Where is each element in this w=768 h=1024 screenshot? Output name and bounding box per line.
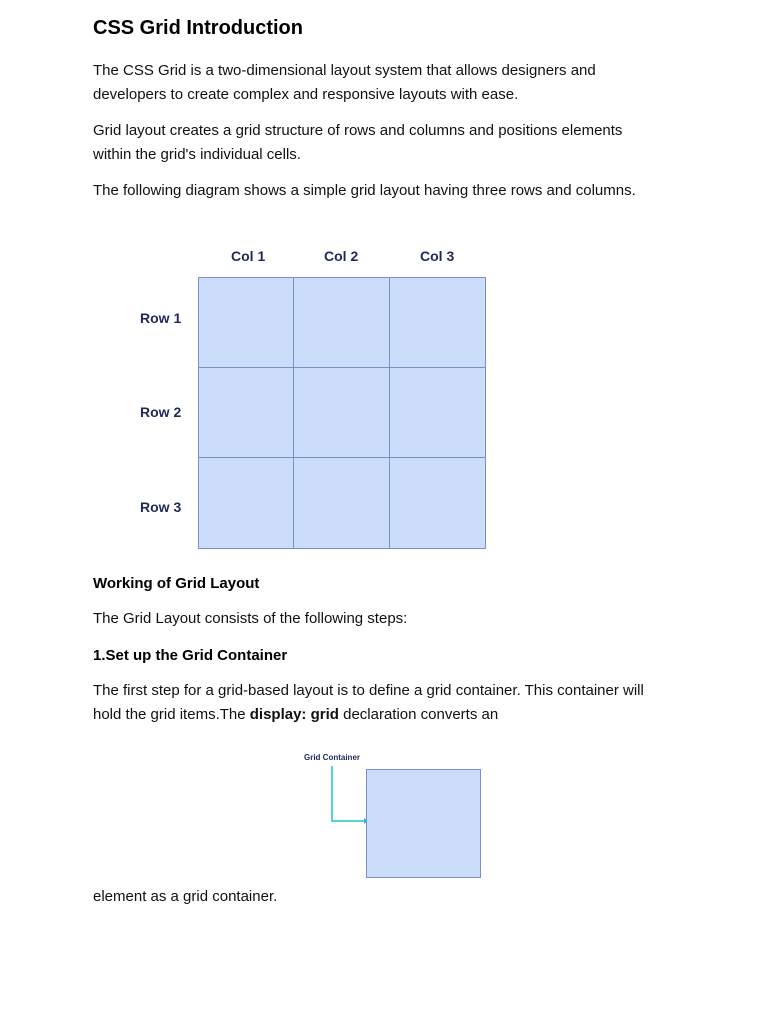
grid-cell-r3-c3 [390, 458, 485, 548]
grid-cell-r1-c2 [294, 278, 389, 368]
grid-cell-r3-c1 [199, 458, 294, 548]
display-grid-code: display: grid [249, 706, 339, 723]
row-label-1: Row 1 [140, 310, 182, 326]
grid-container-box [366, 769, 481, 878]
intro-paragraph-1: The CSS Grid is a two-dimensional layout system that allows designers and developers to create complex and responsive layouts with ease. [93, 62, 596, 103]
col-label-2: Col 2 [324, 248, 359, 264]
step1-text-a: The first step for a grid-based layout is to define a grid container. This container will hold the grid items.The [93, 682, 644, 723]
col-label-1: Col 1 [231, 248, 266, 264]
intro-paragraph-3: The following diagram shows a simple grid layout having three rows and columns. [93, 182, 636, 199]
working-heading: Working of Grid Layout [93, 575, 260, 592]
grid-cell-r2-c1 [199, 368, 294, 458]
grid-cell-r2-c2 [294, 368, 389, 458]
steps-intro: The Grid Layout consists of the following steps: [93, 610, 408, 627]
col-label-3: Col 3 [420, 248, 455, 264]
row-label-3: Row 3 [140, 499, 182, 515]
grid-cell-r3-c2 [294, 458, 389, 548]
page-title: CSS Grid Introduction [93, 17, 303, 39]
grid-cell-r1-c3 [390, 278, 485, 368]
step1-text-b: declaration converts an [338, 706, 499, 723]
grid-container-label: Grid Container [304, 753, 361, 762]
step1-heading: 1.Set up the Grid Container [93, 647, 288, 664]
grid-cell-r1-c1 [199, 278, 294, 368]
row-label-2: Row 2 [140, 404, 182, 420]
grid-container-arrow [325, 766, 370, 826]
step1-paragraph [93, 679, 663, 727]
intro-paragraph-2: Grid layout creates a grid structure of rows and columns and positions elements within the grid's individual cells. [93, 122, 623, 163]
grid-cell-r2-c3 [390, 368, 485, 458]
step1-paragraph-end: element as a grid container. [93, 888, 278, 905]
grid-diagram [198, 277, 486, 549]
